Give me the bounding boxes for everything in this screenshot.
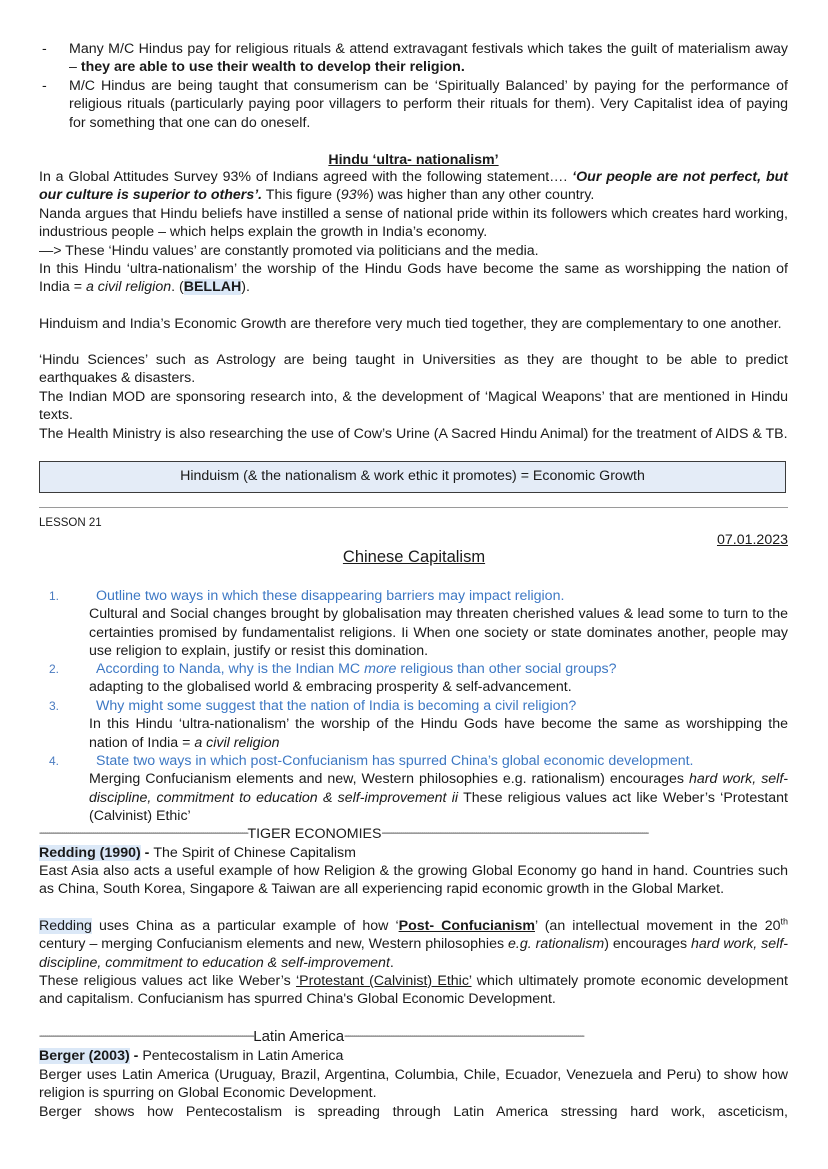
paragraph: These religious values act like Weber’s ‘Protestant (Calvinist) Ethic’ which ultimately promote economic development and capitalism. Confucianism has spurred China's Global Economic Development.	[39, 973, 788, 1008]
bullet-text: M/C Hindus are being taught that consumerism can be ‘Spiritually Balanced’ by paying for the performance of religious rituals (particularly paying poor villagers to perform their rituals for them). Very Capitalist idea of paying for something that one can do oneself.	[69, 78, 788, 131]
answer-text: adapting to the globalised world & embracing prosperity & self-advancement.	[89, 679, 572, 696]
paragraph: ‘Hindu Sciences’ such as Astrology are being taught in Universities as they are thought to be able to predict earthquakes & disasters.	[39, 352, 788, 387]
bullet-dash: -	[42, 41, 47, 57]
paragraph: The Indian MOD are sponsoring research into, & the development of ‘Magical Weapons’ that are mentioned in Hindu texts.	[39, 389, 788, 424]
highlighted-name: Redding	[39, 918, 92, 934]
paragraph: Hinduism and India’s Economic Growth are therefore very much tied together, they are complementary to one another.	[39, 316, 782, 332]
bullet-bold-text: they are able to use their wealth to develop their religion.	[80, 59, 465, 76]
divider-label: Latin America	[253, 1028, 345, 1045]
paragraph: Berger uses Latin America (Uruguay, Brazil, Argentina, Columbia, Chile, Ecuador, Venezuela and Peru) to show how religion is spurring on Global Economic Development.	[39, 1067, 788, 1102]
paragraph: In a Global Attitudes Survey 93% of Indians agreed with the following statement…. ‘Our people are not perfect, but our culture is superior to others’. This figure (93%) was higher than any other country.	[39, 169, 788, 204]
lesson-date: 07.01.2023	[716, 532, 788, 548]
lesson-title: Chinese Capitalism	[342, 548, 486, 566]
answer-text: Cultural and Social changes brought by globalisation may threaten cherished values & lead some to turn to the certainties promised by fundamentalist religions. Ii When one society or state dominates another, people may use religion to explain, justify or resist this domination.	[89, 606, 788, 659]
author-heading: Redding (1990) - The Spirit of Chinese Capitalism	[39, 845, 356, 861]
question-text: State two ways in which post-Confucianism has spurred China’s global economic development.	[96, 753, 694, 769]
question-text: Outline two ways in which these disappearing barriers may impact religion.	[96, 588, 565, 604]
paragraph: —> These ‘Hindu values’ are constantly promoted via politicians and the media.	[39, 243, 539, 259]
paragraph: Berger shows how Pentecostalism is spreading through Latin America stressing hard work, asceticism,	[39, 1104, 788, 1120]
question-item	[39, 752, 788, 825]
paragraph: Nanda argues that Hindu beliefs have instilled a sense of national pride within its followers which creates hard working, industrious people – which helps explain the growth in India’s economy.	[39, 206, 788, 241]
divider-rule	[39, 507, 788, 508]
paragraph: Redding uses China as a particular example of how ‘Post- Confucianism’ (an intellectual movement in the 20th century – merging Confucianism elements and new, Western philosophies e.g. rationalism) encourages hard work, self-discipline, commitment to education & self-improvement.	[39, 916, 789, 971]
section-divider: ------------------------------------------------------------------------------------------------------------TIGER ECONOMIES------------------------------------------------------------------------------------------------------------------------------------------	[39, 826, 648, 842]
question-item	[39, 660, 788, 697]
paragraph: In this Hindu ‘ultra-nationalism’ the worship of the Hindu Gods have become the same as worshipping the nation of India = a civil religion. (BELLAH).	[39, 261, 788, 296]
divider-label: TIGER ECONOMIES	[247, 826, 382, 842]
lesson-label: LESSON 21	[39, 517, 102, 529]
summary-box: Hinduism (& the nationalism & work ethic it promotes) = Economic Growth	[39, 461, 786, 493]
bullet-dash: -	[42, 78, 47, 94]
bullet-item	[39, 77, 788, 132]
question-item	[39, 587, 788, 660]
section-heading: Hindu ‘ultra- nationalism’	[328, 152, 499, 168]
highlighted-name: Redding (1990)	[39, 845, 141, 861]
answer-text: In this Hindu ‘ultra-nationalism’ the worship of the Hindu Gods have become the same as worshipping the nation of India = a civil religion	[89, 716, 788, 751]
highlighted-name: BELLAH	[183, 279, 242, 296]
bullet-item	[39, 40, 788, 77]
question-text: According to Nanda, why is the Indian MC more religious than other social groups?	[96, 661, 617, 677]
question-number: 1.	[49, 589, 60, 603]
author-heading: Berger (2003) - Pentecostalism in Latin America	[39, 1048, 344, 1064]
question-number: 2.	[49, 662, 60, 676]
answer-text: Merging Confucianism elements and new, Western philosophies e.g. rationalism) encourages hard work, self-discipline, commitment to education & self-improvement ii These religious values act like Weber’s ‘Protestant (Calvinist) Ethic’	[89, 771, 788, 824]
question-number: 3.	[49, 699, 60, 713]
question-number: 4.	[49, 754, 60, 768]
question-item	[39, 697, 788, 752]
bullet-text: Many M/C Hindus pay for religious rituals & attend extravagant festivals which takes the guilt of materialism away –	[69, 41, 788, 76]
paragraph: The Health Ministry is also researching the use of Cow’s Urine (A Sacred Hindu Animal) for the treatment of AIDS & TB.	[39, 426, 788, 442]
question-text: Why might some suggest that the nation of India is becoming a civil religion?	[96, 698, 577, 714]
section-divider: ---------------------------------------------------------------------------------------------------------------Latin America----------------------------------------------------------------------------------------------------------------------------	[39, 1028, 584, 1045]
paragraph: East Asia also acts a useful example of how Religion & the growing Global Economy go hand in hand. Countries such as China, South Korea, Singapore & Taiwan are all experiencing rapid economic growth in the Global Market.	[39, 863, 788, 898]
highlighted-name: Berger (2003)	[39, 1048, 130, 1064]
